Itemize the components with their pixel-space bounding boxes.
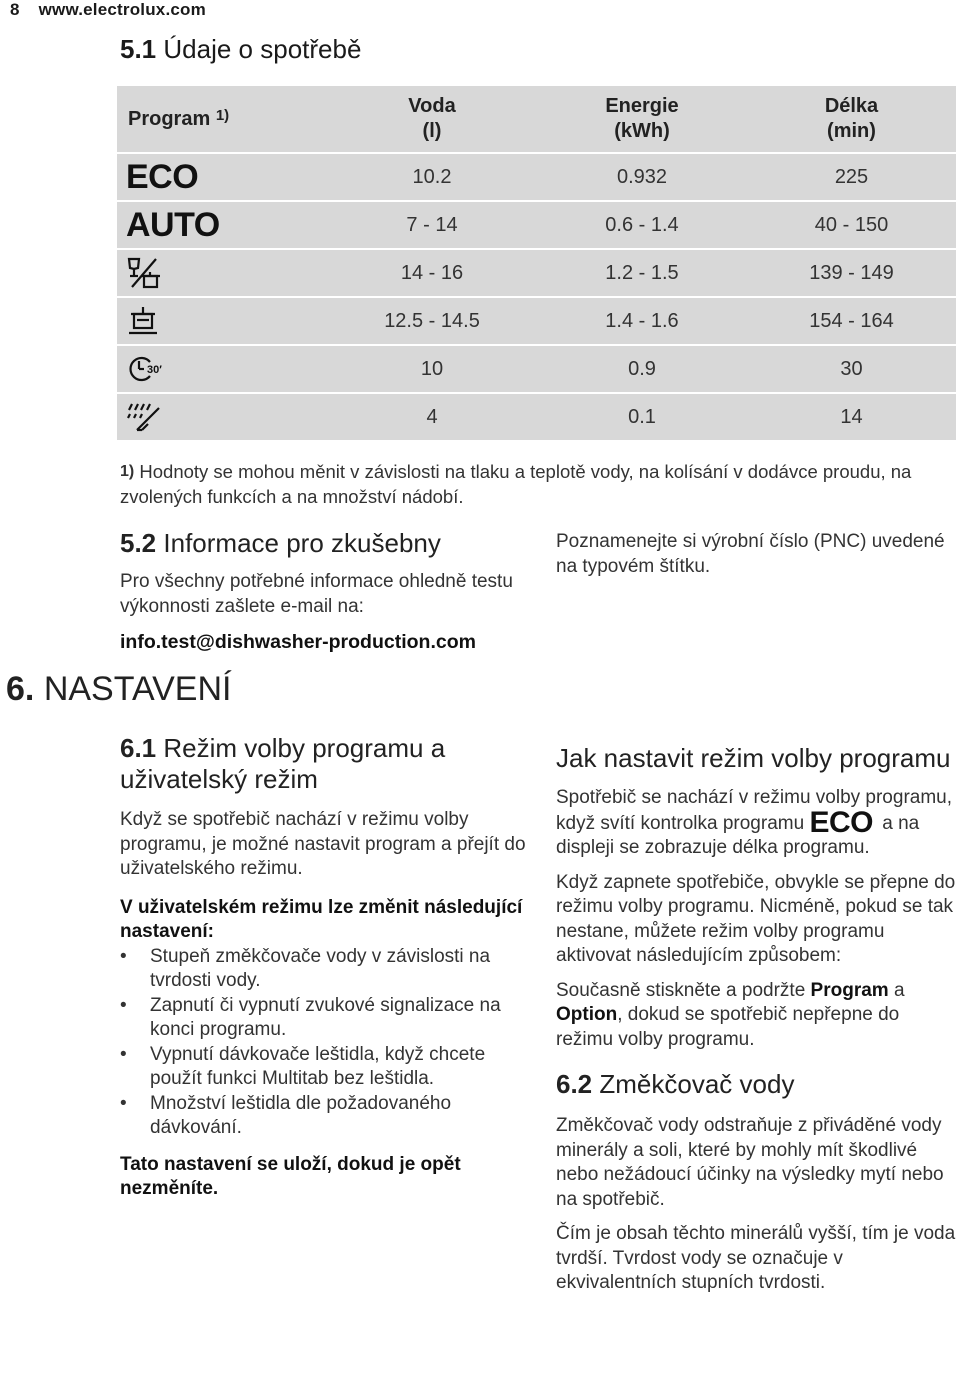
energy-cell: 1.2 - 1.5 — [537, 249, 747, 297]
duration-cell: 139 - 149 — [747, 249, 956, 297]
duration-cell: 40 - 150 — [747, 201, 956, 249]
pot-icon — [126, 304, 160, 338]
header-program: Program $^{1)}$ — [117, 86, 327, 153]
settings-saved-note: Tato nastavení se uloží, dokud je opět nezměníte. — [120, 1153, 461, 1199]
pnc-note: Poznamenejte si výrobní číslo (PNC) uvedené na typovém štítku. — [556, 531, 945, 577]
how-to-p3: Současně stiskněte a podržte Program a Option, dokud se spotřebič nepřepne do režimu volby programu. — [556, 979, 905, 1050]
user-mode-settings-list — [120, 945, 530, 1141]
duration-cell: 14 — [747, 393, 956, 441]
how-to-p2: Když zapnete spotřebiče, obvykle se přepne do režimu volby programu. Nicméně, pokud se tak nestane, můžete režim volby programu aktivovat následujícím způsobem: — [556, 871, 956, 966]
water-cell: 14 - 16 — [327, 249, 537, 297]
option-button-label: Option — [556, 1004, 618, 1025]
table-footnote — [120, 459, 956, 509]
eco-indicator-label: ECO — [809, 805, 873, 839]
glass-pot-icon — [126, 256, 160, 290]
how-to-section — [556, 743, 956, 1296]
test-email-link[interactable]: info.test@dishwasher-production.com — [120, 631, 476, 653]
table-row — [117, 201, 956, 249]
rinse-icon — [126, 400, 162, 434]
water-cell: 12.5 - 14.5 — [327, 297, 537, 345]
section-6-2-p2: Čím je obsah těchto minerálů vyšší, tím je voda tvrdší. Tvrdost vody se označuje v ekvivalentních stupních tvrdosti. — [556, 1223, 956, 1293]
energy-cell: 0.6 - 1.4 — [537, 201, 747, 249]
section-6-1-title: 6.1 Režim volby programu a uživatelský režim — [120, 733, 446, 794]
consumption-table — [117, 86, 956, 442]
energy-cell: 1.4 - 1.6 — [537, 297, 747, 345]
section-6-1 — [120, 733, 530, 1202]
footnote-text: Hodnoty se mohou měnit v závislosti na tlaku a teplotě vody, na kolísání v dodávce proudu, na zvolených funkcích a na množství nádobí. — [120, 461, 912, 507]
page-header — [10, 0, 206, 20]
footnote-ref: 1) — [215, 106, 230, 124]
list-item: • Vypnutí dávkovače leštidla, když chcete použít funkci Multitab bez leštidla. — [120, 1043, 530, 1092]
energy-cell: 0.9 — [537, 345, 747, 393]
user-mode-intro: V uživatelském režimu lze změnit následující nastavení: — [120, 896, 523, 942]
section-5-2-title: 5.2 Informace pro zkušebny — [120, 528, 441, 558]
footnote-marker: 1) — [120, 463, 135, 480]
program-eco-label: ECO — [117, 153, 327, 201]
section-6-2-title: 6.2 Změkčovač vody — [556, 1069, 795, 1099]
program-button-label: Program — [810, 979, 889, 1001]
water-cell: 10.2 — [327, 153, 537, 201]
water-cell: 10 — [327, 345, 537, 393]
list-item: • Zapnutí či vypnutí zvukové signalizace na konci programu. — [120, 994, 530, 1043]
section-5-2 — [120, 528, 530, 655]
table-row — [117, 249, 956, 297]
section-6-2-p1: Změkčovač vody odstraňuje z přiváděné vody minerály a soli, které by mohly mít škodlivé nebo nežádoucí účinky na výsledky mytí nebo na spotřebič. — [556, 1115, 944, 1210]
header-water: Voda (l) — [327, 86, 537, 153]
water-cell: 7 - 14 — [327, 201, 537, 249]
list-item: • Stupeň změkčovače vody v závislosti na tvrdosti vody. — [120, 945, 530, 994]
timer-30-icon — [126, 352, 166, 386]
duration-cell: 154 - 164 — [747, 297, 956, 345]
section-5-2-body: Pro všechny potřebné informace ohledně testu výkonnosti zašlete e-mail na: — [120, 571, 513, 617]
page-number: 8 — [10, 0, 20, 19]
program-auto-label: AUTO — [117, 201, 327, 249]
chapter-6-title: 6. NASTAVENÍ — [6, 670, 232, 708]
section-5-1-title: 5.1 Údaje o spotřebě — [120, 34, 362, 64]
table-row — [117, 345, 956, 393]
list-item: • Množství leštidla dle požadovaného dávkování. — [120, 1092, 530, 1141]
table-row — [117, 393, 956, 441]
svg-text:30′: 30′ — [147, 364, 162, 376]
duration-cell: 225 — [747, 153, 956, 201]
how-to-p1: Spotřebič se nachází v režimu volby programu, když svítí kontrolka programu ECO a na displeji se zobrazuje délka programu. — [556, 787, 953, 858]
header-energy: Energie (kWh) — [537, 86, 747, 153]
table-row — [117, 153, 956, 201]
header-duration: Délka (min) — [747, 86, 956, 153]
water-cell: 4 — [327, 393, 537, 441]
energy-cell: 0.1 — [537, 393, 747, 441]
table-header-row — [117, 86, 956, 153]
how-to-title: Jak nastavit režim volby programu — [556, 743, 951, 773]
section-6-1-body: Když se spotřebič nachází v režimu volby programu, je možné nastavit program a přejít do uživatelského režimu. — [120, 809, 526, 879]
site-url[interactable]: www.electrolux.com — [38, 0, 206, 19]
energy-cell: 0.932 — [537, 153, 747, 201]
table-row — [117, 297, 956, 345]
duration-cell: 30 — [747, 345, 956, 393]
